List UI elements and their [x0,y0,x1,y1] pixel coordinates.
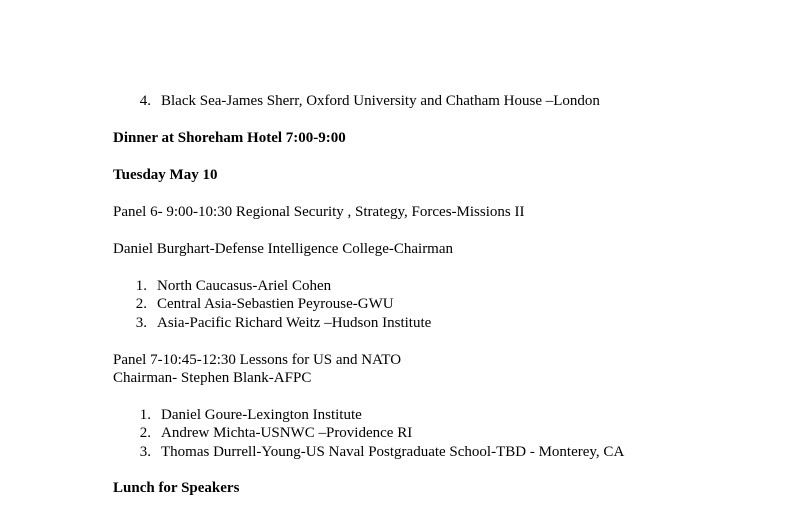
list-item-text: North Caucasus-Ariel Cohen [157,278,332,294]
list-item-text: Daniel Goure-Lexington Institute [161,407,362,423]
list-item [133,314,431,332]
list-item [137,406,362,424]
list-item-text: Central Asia-Sebastien Peyrouse-GWU [157,296,394,312]
list-item-black-sea [137,92,600,110]
list-item [133,295,394,313]
list-item-text: Asia-Pacific Richard Weitz –Hudson Institute [157,315,432,331]
dinner-heading: Dinner at Shoreham Hotel 7:00-9:00 [113,130,346,146]
list-number: 1. [135,278,147,294]
list-item-text: Andrew Michta-USNWC –Providence RI [161,425,413,441]
panel6-chair: Daniel Burghart-Defense Intelligence College-Chairman [113,241,454,257]
list-number: 3. [139,444,151,460]
list-item [137,443,624,461]
lunch-heading: Lunch for Speakers [113,480,240,496]
list-number: 2. [139,425,151,441]
list-number: 2. [135,296,147,312]
day-heading: Tuesday May 10 [113,167,218,183]
list-item-text: Thomas Durrell-Young-US Naval Postgraduate School-TBD - Monterey, CA [161,444,625,460]
panel6-title: Panel 6- 9:00-10:30 Regional Security , Strategy, Forces-Missions II [113,204,525,220]
panel7-title: Panel 7-10:45-12:30 Lessons for US and NATO [113,352,402,368]
list-number: 4. [139,93,151,109]
list-item [133,277,331,295]
list-number: 3. [135,315,147,331]
list-item [137,424,412,442]
list-number: 1. [139,407,151,423]
list-item-text: Black Sea-James Sherr, Oxford University and Chatham House –London [161,93,600,109]
panel7-chair: Chairman- Stephen Blank-AFPC [113,370,312,386]
